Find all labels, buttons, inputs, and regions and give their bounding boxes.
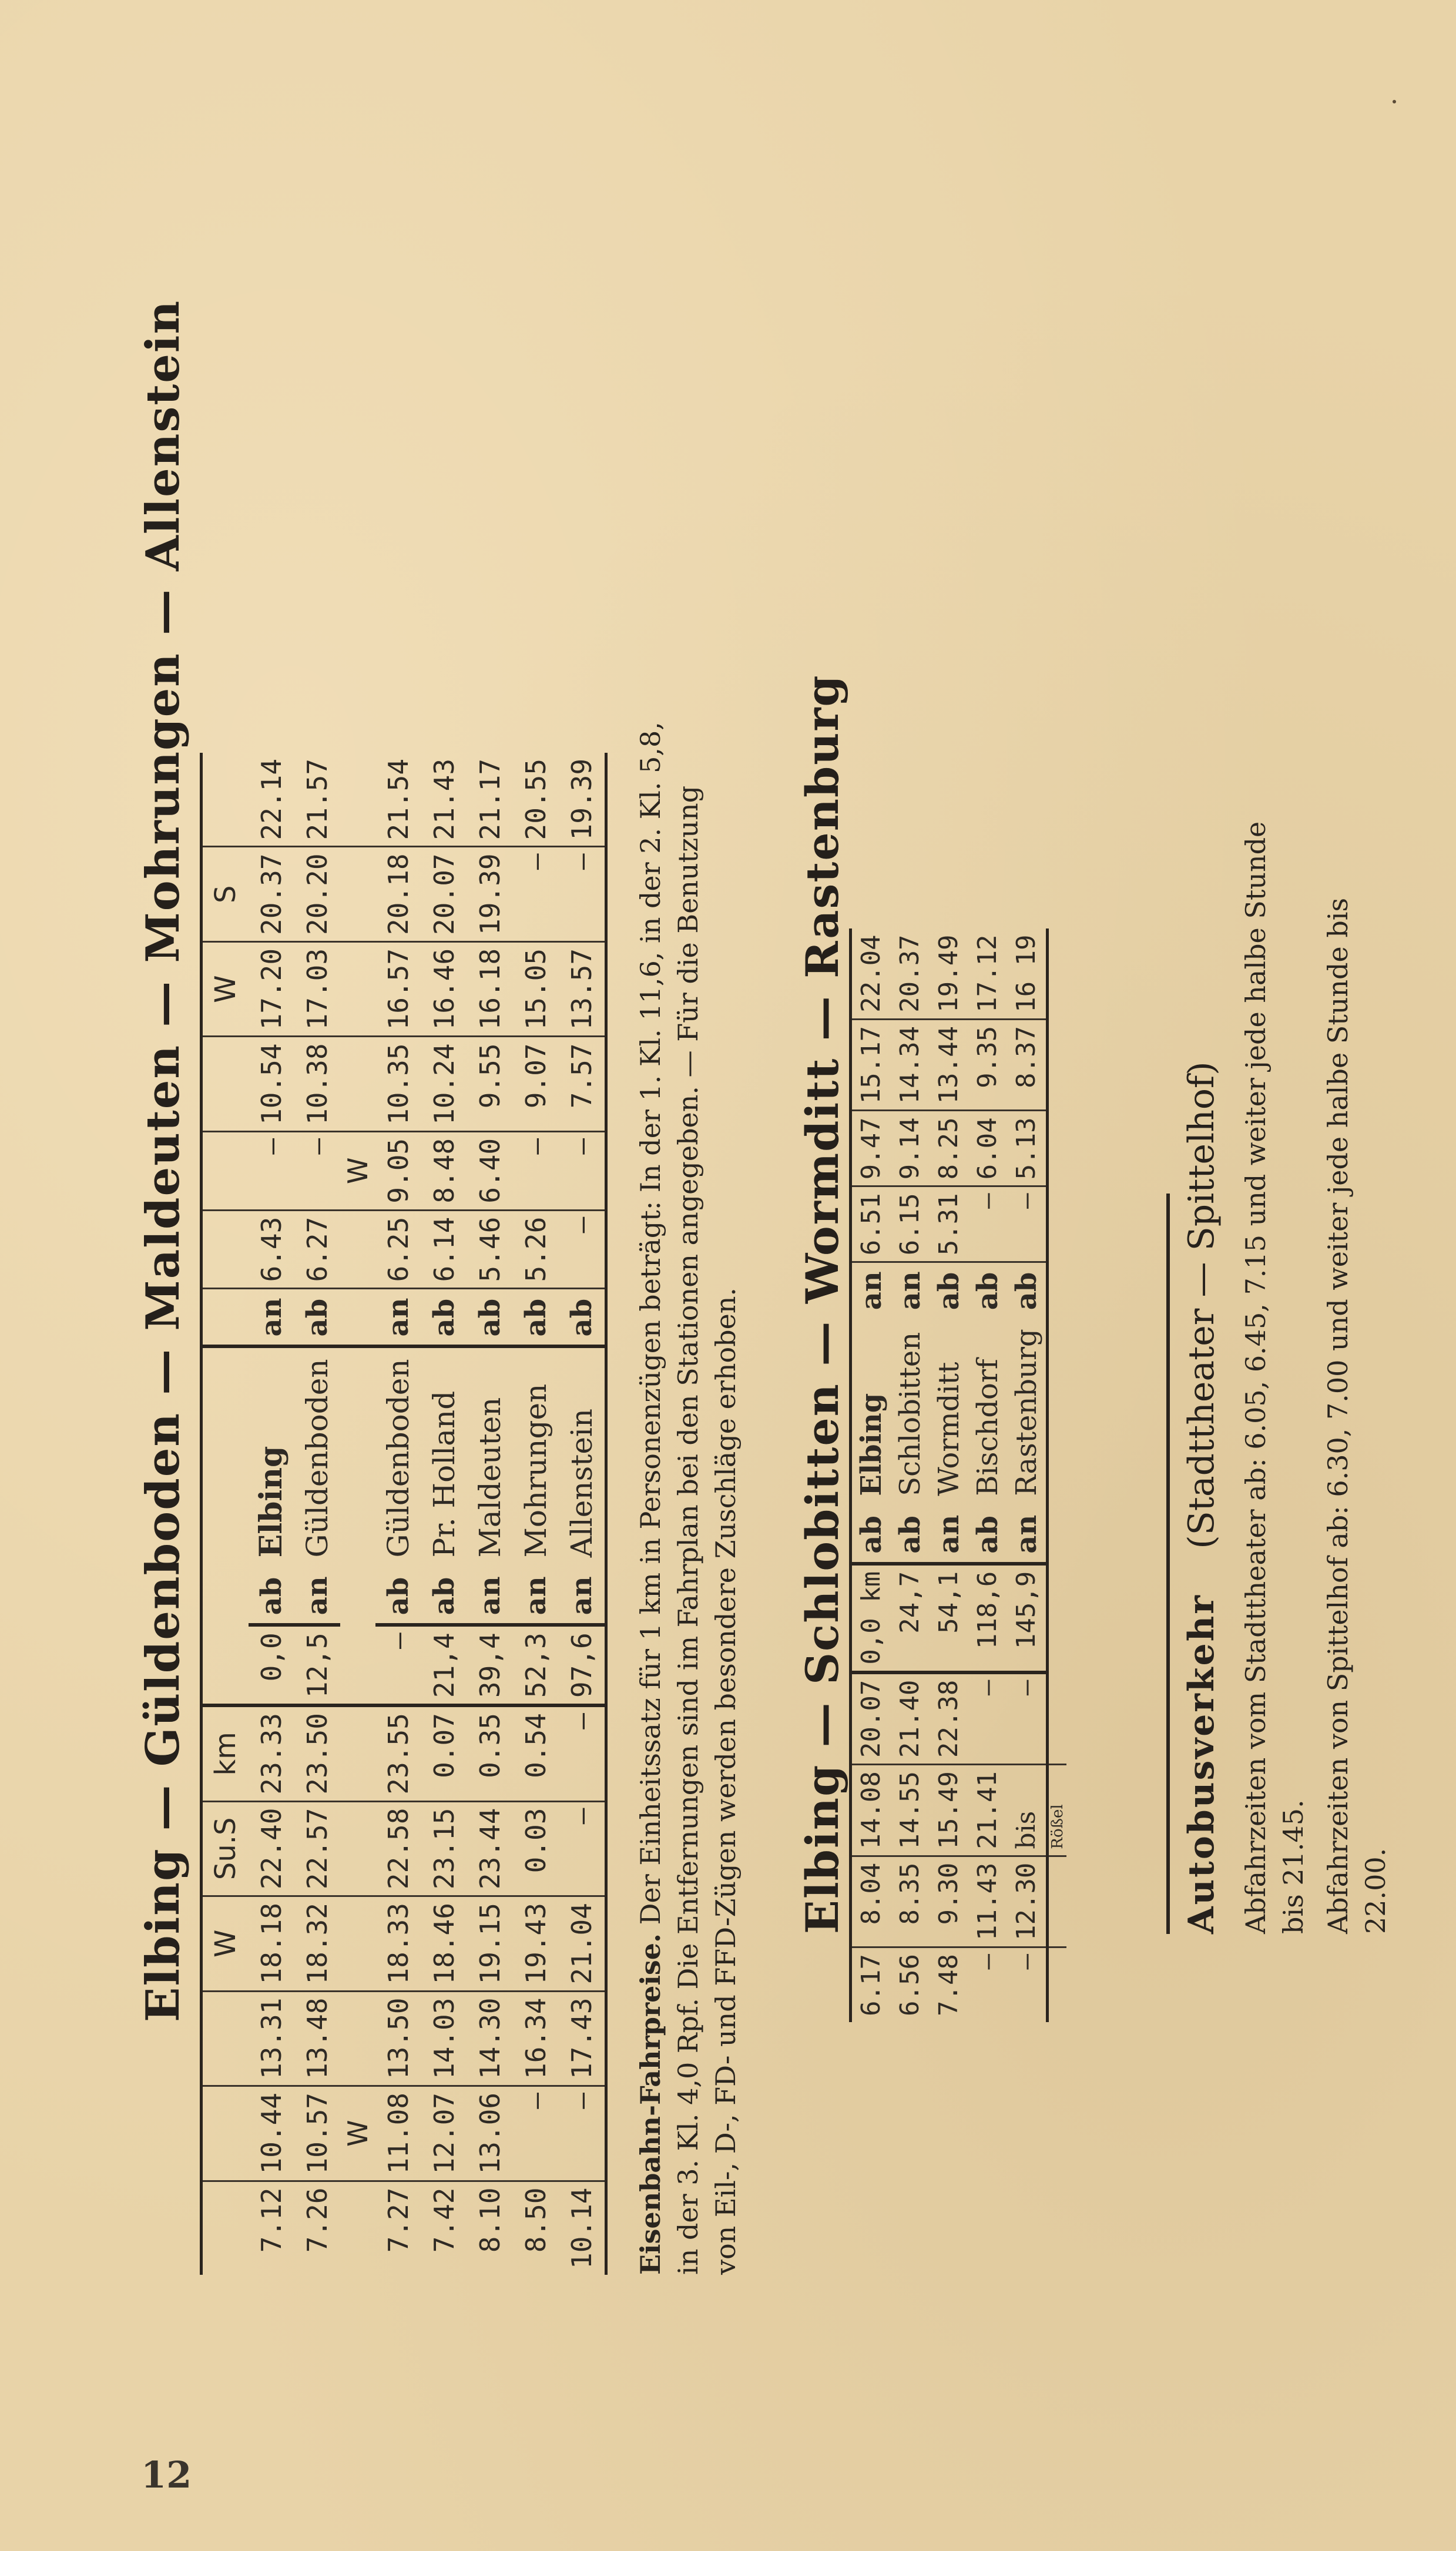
time-cell: 13.31 [249,1991,294,2086]
time-cell: bis [1007,1765,1048,1856]
ab-cell: an [1007,1507,1048,1564]
header-cell: W [202,941,249,1036]
note-cell [1048,917,1067,928]
station-name: Güldenboden [300,1359,334,1558]
time-cell: 9.35 [968,1019,1007,1110]
header-cell [202,2181,249,2275]
time-cell: 6.56 [895,1954,925,2016]
table-row [559,753,606,2275]
page-number: 12 [141,2453,192,2496]
time-cell: 19.15 [467,1896,513,1991]
time-cell: 22.04 [851,928,891,1019]
time-cell: — [559,1131,606,1210]
time-cell: 7.57 [559,1037,606,1131]
time-cell: 16.18 [467,941,513,1036]
time-cell: 21.17 [467,753,513,847]
note-cell: Rößel [1048,1765,1067,1856]
w-mark-cell [340,847,375,941]
time-cell: 10.35 [375,1037,421,1131]
station-name: Maldeuten [473,1397,507,1558]
time-cell: 13.44 [930,1019,968,1110]
table-row [1007,917,1048,2022]
w-mark-cell: W [340,2086,375,2181]
time-cell: — [559,1210,606,1289]
table-row [467,753,513,2275]
time-cell: 22.58 [375,1801,421,1896]
time-cell: 16.46 [421,941,467,1036]
time-cell: 10.54 [249,1037,294,1131]
ab-cell: ab [294,1289,340,1347]
note-cell [1048,1019,1067,1110]
time-cell: 9.05 [375,1131,421,1210]
km-cell: 0,0 km [851,1564,891,1672]
table-row [513,753,559,2275]
table-row [968,917,1007,2022]
time-cell: 23.50 [294,1705,340,1801]
time-cell: 19.39 [467,847,513,941]
bus-rule [1166,1194,1170,1934]
note-cell [1048,1186,1067,1262]
time-cell: 21.40 [891,1672,930,1765]
time-cell: 13.06 [467,2086,513,2181]
w-mark-cell [340,1568,375,1625]
ab-cell: an [375,1289,421,1347]
time-cell: 6.04 [968,1111,1007,1186]
km-cell: 39,4 [467,1625,513,1705]
table-row [294,753,340,2275]
time-cell: 21.57 [294,753,340,847]
w-mark-cell [340,1705,375,1801]
km-cell: 24,7 [891,1564,930,1672]
w-mark-cell [340,941,375,1036]
time-cell: — [968,1186,1007,1262]
time-cell: 21.41 [968,1765,1007,1856]
time-cell: 18.33 [375,1896,421,1991]
note-cell [1048,1262,1067,1319]
time-cell: 6.43 [249,1210,294,1289]
time-cell: 13.48 [294,1991,340,2086]
w-mark-cell [340,2181,375,2275]
time-cell: 0.03 [513,1801,559,1896]
station-name: Mohrungen [519,1383,553,1558]
km-cell: 0,0 [249,1625,294,1705]
ab-cell: an [559,1568,606,1625]
header-cell: S [202,847,249,941]
w-mark-cell: W [340,1131,375,1210]
time-cell: 0.35 [467,1705,513,1801]
w-mark-cell [340,1625,375,1705]
km-cell: 21,4 [421,1625,467,1705]
time-cell: — [972,1954,1002,1970]
time-cell: — [1007,1186,1048,1262]
timetable-elbing-allenstein [200,753,608,2275]
time-cell: 10.24 [421,1037,467,1131]
station-name: Bischdorf [971,1359,1004,1496]
time-cell: 7.42 [428,2187,460,2253]
time-cell: 14.34 [891,1019,930,1110]
table-row [891,917,930,2022]
station-name: Güldenboden [381,1359,415,1558]
w-mark-cell [340,1210,375,1289]
w-mark-cell [340,1896,375,1991]
table-row [375,753,421,2275]
time-cell: — [294,1131,340,1210]
w-mark-cell [340,1801,375,1896]
station-name: Rastenburg [1007,1318,1048,1506]
ab-cell: ab [932,1272,965,1310]
station-name: Allenstein [559,1346,606,1568]
time-cell: 7.27 [383,2187,414,2253]
time-cell: 19.49 [930,928,968,1019]
time-cell: — [1007,1672,1048,1765]
time-cell: 20.37 [891,928,930,1019]
header-cell: W [202,1896,249,1991]
time-cell: 16 19 [1007,928,1048,1019]
table-row [249,753,294,2275]
ab-cell: an [851,1262,891,1319]
time-cell: 11.43 [968,1856,1007,1947]
ab-cell: ab [421,1568,467,1625]
time-cell: 15.17 [851,1019,891,1110]
time-cell: 10.38 [294,1037,340,1131]
note-cell [1048,1507,1067,1564]
time-cell: 14.08 [851,1765,891,1856]
time-cell: 5.26 [513,1210,559,1289]
time-cell: 17.43 [559,1991,606,2086]
time-cell: 8.04 [851,1856,891,1947]
time-cell: 7.26 [301,2187,333,2253]
time-cell: 6.40 [467,1131,513,1210]
time-cell: 18.46 [421,1896,467,1991]
time-cell: 6.51 [851,1186,891,1262]
fare-heading: Eisenbahn-Fahrpreise. [635,1933,666,2275]
km-cell: 12,5 [294,1625,340,1705]
ab-cell: ab [559,1289,606,1347]
ab-cell: ab [891,1507,930,1564]
time-cell: 21.43 [421,753,467,847]
time-cell: 8.37 [1007,1019,1048,1110]
time-cell: 20.55 [513,753,559,847]
time-cell: 8.35 [891,1856,930,1947]
time-cell: 16.57 [375,941,421,1036]
header-cell [202,1991,249,2086]
w-mark-cell [340,1991,375,2086]
time-cell: 11.08 [375,2086,421,2181]
w-mark-cell [340,753,375,847]
time-cell: 22.38 [930,1672,968,1765]
time-cell: 17.20 [249,941,294,1036]
time-cell: 9.55 [467,1037,513,1131]
fare-note [632,6,744,2275]
bus-title: Autobusverkehr [1181,1594,1222,1934]
station-name: Pr. Holland [427,1390,461,1558]
time-cell: 23.33 [249,1705,294,1801]
time-cell: 9.30 [930,1856,968,1947]
ab-cell: an [513,1568,559,1625]
time-cell: 9.14 [891,1111,930,1186]
header-cell [202,753,249,847]
ab-cell: an [894,1271,927,1310]
station-name: Schlobitten [894,1332,927,1496]
header-cell [202,1289,249,1347]
w-mark-cell [340,1346,375,1568]
header-cell [202,1568,249,1625]
time-cell: 7.12 [256,2187,287,2253]
header-cell: Su.S [202,1801,249,1896]
time-cell: — [968,1672,1007,1765]
time-cell: 8.48 [421,1131,467,1210]
section1-title: Elbing — Güldenboden — Maldeuten — Mohrungen — Allenstein [136,299,190,2022]
time-cell: 5.46 [467,1210,513,1289]
ab-cell: ab [851,1507,891,1564]
table-row [851,917,891,2022]
fare-text-2: in der 3. Kl. 4,0 Rpf. Die Entfernungen sind im Fahrplan bei den Stationen angegeben. — Für die Benutzung [672,785,704,2275]
note-cell [1048,1856,1067,1947]
time-cell: 10.14 [559,2181,606,2275]
time-cell: 17.03 [294,941,340,1036]
time-cell: 12.07 [421,2086,467,2181]
time-cell: 10.57 [294,2086,340,2181]
time-cell: 8.10 [474,2187,506,2253]
time-cell: 23.44 [467,1801,513,1896]
station-name: Elbing [851,1318,891,1506]
time-cell: — [559,847,606,941]
time-cell: — [1007,1947,1048,2022]
time-cell: 14.30 [467,1991,513,2086]
ab-cell: ab [249,1568,294,1625]
km-cell: 52,3 [513,1625,559,1705]
km-cell: 145,9 [1007,1564,1048,1672]
time-cell: 10.44 [249,2086,294,2181]
ab-cell: ab [1007,1262,1048,1319]
w-mark-cell [340,1037,375,1131]
time-cell: 22.14 [249,753,294,847]
ab-cell: an [294,1568,340,1625]
time-cell: 9.47 [851,1111,891,1186]
ab-cell: an [930,1507,968,1564]
header-cell [202,1210,249,1289]
w-mark-cell [340,1289,375,1347]
bus-subtitle: (Stadttheater — Spittelhof) [1181,1061,1222,1549]
km-cell: — [375,1625,421,1705]
km-cell: 54,1 [930,1564,968,1672]
time-cell: 17.12 [968,928,1007,1019]
time-cell: 20.07 [851,1672,891,1765]
fare-text-1: Der Einheitssatz für 1 km in Personenzügen beträgt: In der 1. Kl. 11,6, in der 2. Kl. 5,8, [635,722,666,1933]
time-cell: 22.40 [249,1801,294,1896]
note-cell [1048,1564,1067,1672]
header-cell [202,2086,249,2181]
time-cell: 23.15 [421,1801,467,1896]
km-cell: 118,6 [968,1564,1007,1672]
time-cell: 8.50 [520,2187,552,2253]
time-cell: — [559,1801,606,1896]
time-cell: 9.07 [513,1037,559,1131]
time-cell: 6.14 [421,1210,467,1289]
time-cell: 20.18 [375,847,421,941]
ab-cell: ab [971,1272,1004,1310]
time-cell: 0.07 [421,1705,467,1801]
time-cell: 14.55 [891,1765,930,1856]
ab-cell: an [249,1289,294,1347]
note-cell [1048,1947,1067,2022]
time-cell: 18.32 [294,1896,340,1991]
header-cell [202,1346,249,1568]
ab-cell: ab [375,1568,421,1625]
time-cell: — [559,1705,606,1801]
time-cell: 5.31 [930,1186,968,1262]
table-row [930,917,968,2022]
time-cell: 23.55 [375,1705,421,1801]
bus-departures-spittelhof: Abfahrzeiten von Spittelhof ab: 6.30, 7.00 und weiter jede halbe Stunde bis 22.00. [1322,897,1391,1934]
time-cell: 21.04 [559,1896,606,1991]
header-cell [202,1131,249,1210]
note-cell [1048,1672,1067,1765]
time-cell: 20.37 [249,847,294,941]
time-cell: 20.07 [421,847,467,941]
time-cell: 22.57 [294,1801,340,1896]
time-cell: 16.34 [513,1991,559,2086]
time-cell: 13.57 [559,941,606,1036]
time-cell: — [513,847,559,941]
time-cell: — [249,1131,294,1210]
time-cell: 18.18 [249,1896,294,1991]
time-cell: 19.43 [513,1896,559,1991]
time-cell: 20.20 [294,847,340,941]
time-cell: 7.48 [934,1954,964,2016]
time-cell: 12.30 [1007,1856,1048,1947]
fare-text-3: von Eil-, D-, FD- und FFD-Zügen werden besondere Zuschläge erhoben. [710,1287,742,2275]
header-cell: km [202,1705,249,1801]
header-cell [202,1037,249,1131]
time-cell: 14.03 [421,1991,467,2086]
bus-heading [1181,1061,1222,1934]
timetable-elbing-rastenburg [849,917,1066,2022]
time-cell: — [513,2086,559,2181]
time-cell: — [559,2086,606,2181]
note-cell [1048,928,1067,1019]
section2-title: Elbing — Schlobitten — Wormditt — Rastenburg [796,674,848,1934]
ab-cell: ab [968,1507,1007,1564]
time-cell: 5.13 [1007,1111,1048,1186]
time-cell: 0.54 [513,1705,559,1801]
station-name: Elbing [253,1446,289,1558]
time-cell: 6.15 [891,1186,930,1262]
ab-cell: ab [421,1289,467,1347]
time-cell: 13.50 [375,1991,421,2086]
bus-departures-stadttheater: Abfahrzeiten vom Stadttheater ab: 6.05, 6.45, 7.15 und weiter jede halbe Stunde bis 21.45. [1240,821,1309,1934]
time-cell: 6.27 [294,1210,340,1289]
time-cell: 6.17 [851,1947,891,2022]
time-cell: 8.25 [930,1111,968,1186]
note-cell [1048,1318,1067,1506]
time-cell: 21.54 [375,753,421,847]
note-cell [1048,1111,1067,1186]
station-name: Wormditt [932,1362,965,1496]
header-cell [202,1625,249,1705]
ab-cell: an [467,1568,513,1625]
time-cell: 15.05 [513,941,559,1036]
ab-cell: ab [513,1289,559,1347]
ab-cell: ab [467,1289,513,1347]
time-cell: 6.25 [375,1210,421,1289]
time-cell: 19.39 [559,753,606,847]
time-cell: — [513,1131,559,1210]
time-cell: 15.49 [930,1765,968,1856]
table-row [421,753,467,2275]
km-cell: 97,6 [559,1625,606,1705]
